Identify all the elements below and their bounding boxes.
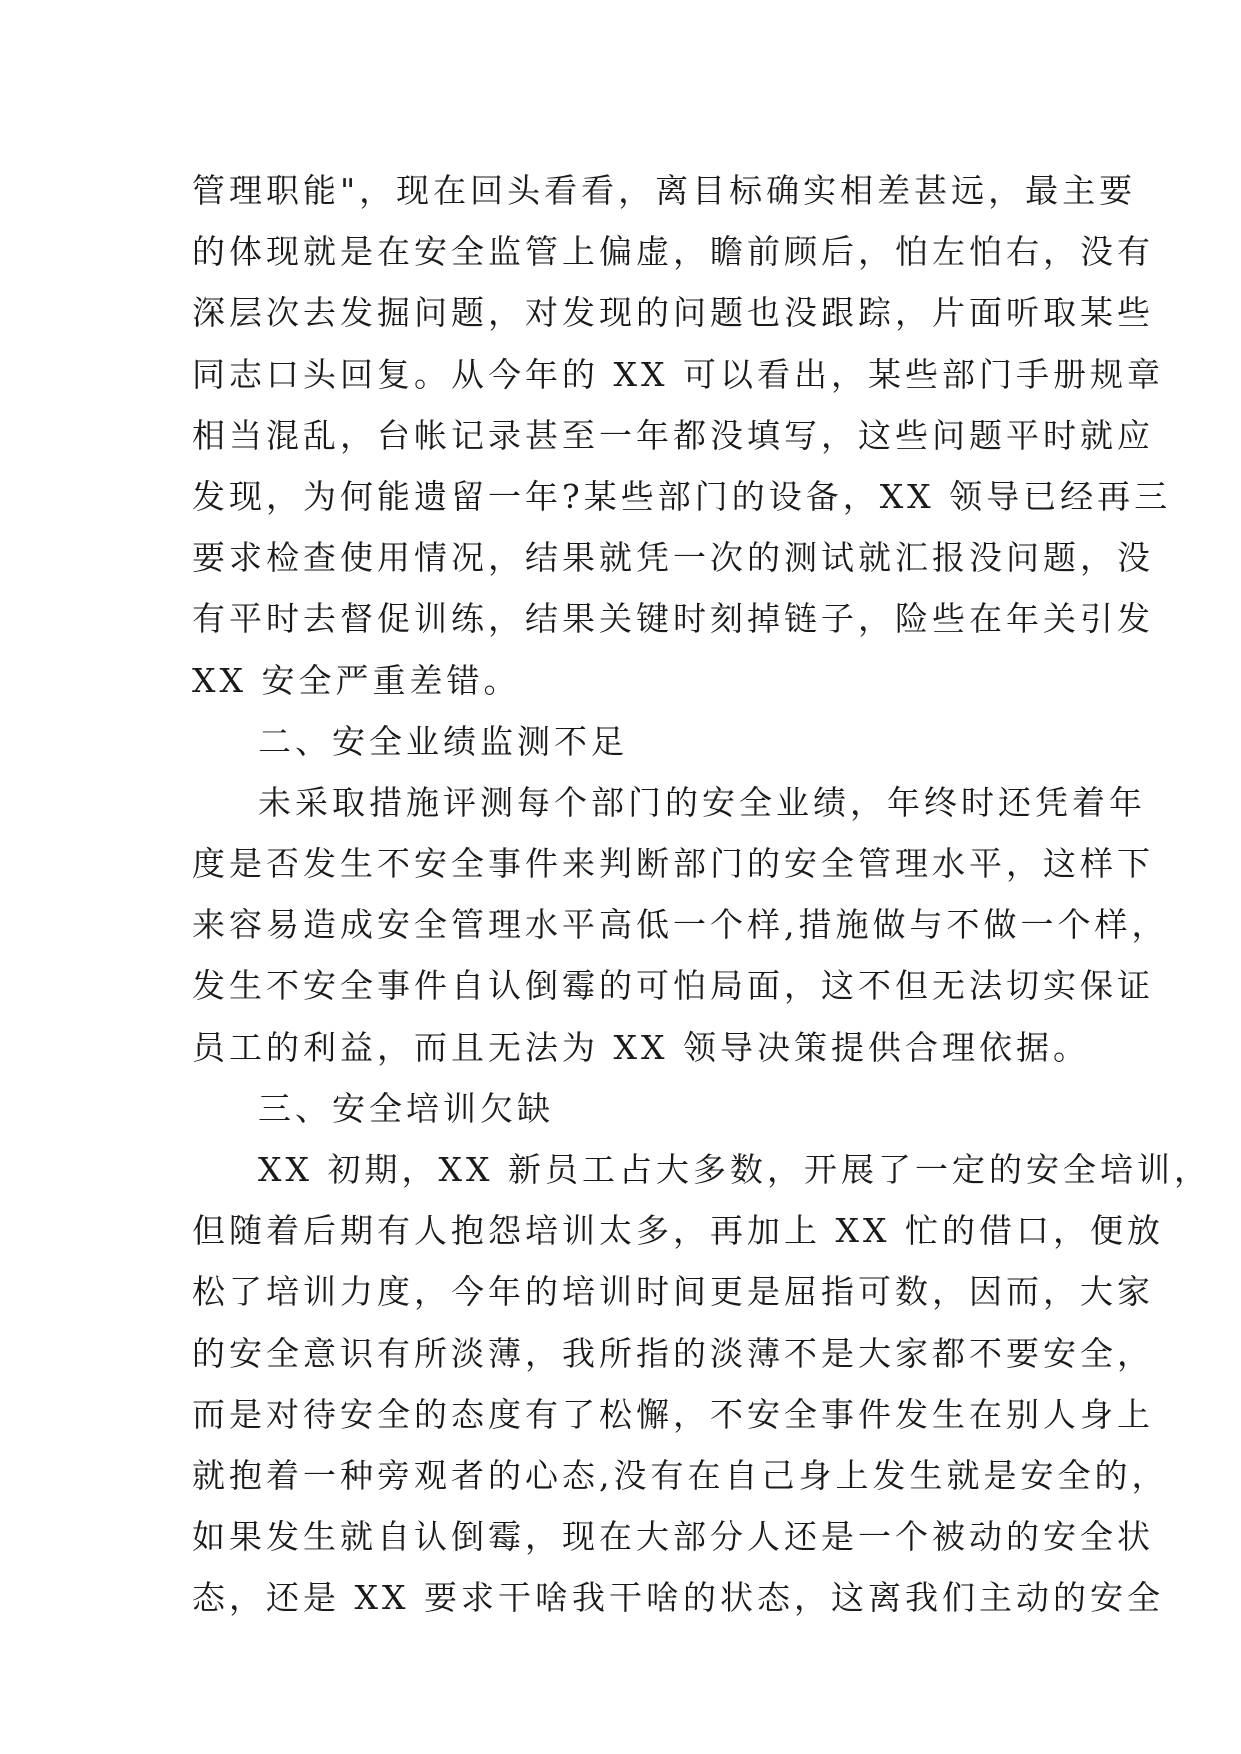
paragraph-line: 发现，为何能遗留一年?某些部门的设备，XX 领导已经再三 xyxy=(192,476,1172,516)
paragraph-line: XX 初期，XX 新员工占大多数，开展了一定的安全培训， xyxy=(258,1150,1211,1189)
paragraph-line: 如果发生就自认倒霉，现在大部分人还是一个被动的安全状 xyxy=(192,1517,1154,1557)
paragraph-line: 相当混乱，台帐记录甚至一年都没填写，这些问题平时就应 xyxy=(192,415,1154,455)
paragraph-line: 松了培训力度，今年的培训时间更是屈指可数，因而，大家 xyxy=(192,1272,1154,1312)
paragraph-line: 要求检查使用情况，结果就凭一次的测试就汇报没问题，没 xyxy=(192,538,1154,578)
section-heading: 三、安全培训欠缺 xyxy=(258,1088,554,1128)
paragraph-line: 发生不安全事件自认倒霉的可怕局面，这不但无法切实保证 xyxy=(192,966,1154,1006)
paragraph-line: 态，还是 XX 要求干啥我干啥的状态，这离我们主动的安全 xyxy=(192,1578,1164,1618)
paragraph-line: 就抱着一种旁观者的心态,没有在自己身上发生就是安全的， xyxy=(192,1455,1169,1495)
paragraph-line: 深层次去发掘问题，对发现的问题也没跟踪，片面听取某些 xyxy=(192,293,1154,333)
paragraph-line: XX 安全严重差错。 xyxy=(192,660,521,700)
paragraph-line: 有平时去督促训练，结果关键时刻掉链子，险些在年关引发 xyxy=(192,599,1154,639)
paragraph-line: 的体现就是在安全监管上偏虚，瞻前顾后，怕左怕右，没有 xyxy=(192,232,1154,272)
paragraph-line: 但随着后期有人抱怨培训太多，再加上 XX 忙的借口，便放 xyxy=(192,1211,1164,1251)
paragraph-line: 未采取措施评测每个部门的安全业绩，年终时还凭着年 xyxy=(258,782,1146,822)
paragraph-line: 同志口头回复。从今年的 XX 可以看出，某些部门手册规章 xyxy=(192,354,1164,394)
paragraph-line: 的安全意识有所淡薄，我所指的淡薄不是大家都不要安全， xyxy=(192,1333,1154,1373)
paragraph-line: 而是对待安全的态度有了松懈，不安全事件发生在别人身上 xyxy=(192,1394,1154,1434)
section-heading: 二、安全业绩监测不足 xyxy=(258,721,628,761)
paragraph-line: 来容易造成安全管理水平高低一个样,措施做与不做一个样， xyxy=(192,905,1169,945)
document-body xyxy=(192,160,1211,1629)
paragraph-line: 员工的利益，而且无法为 XX 领导决策提供合理依据。 xyxy=(192,1027,1090,1067)
paragraph-line: 度是否发生不安全事件来判断部门的安全管理水平，这样下 xyxy=(192,844,1154,884)
paragraph-line: 管理职能"，现在回头看看，离目标确实相差甚远，最主要 xyxy=(192,171,1137,210)
